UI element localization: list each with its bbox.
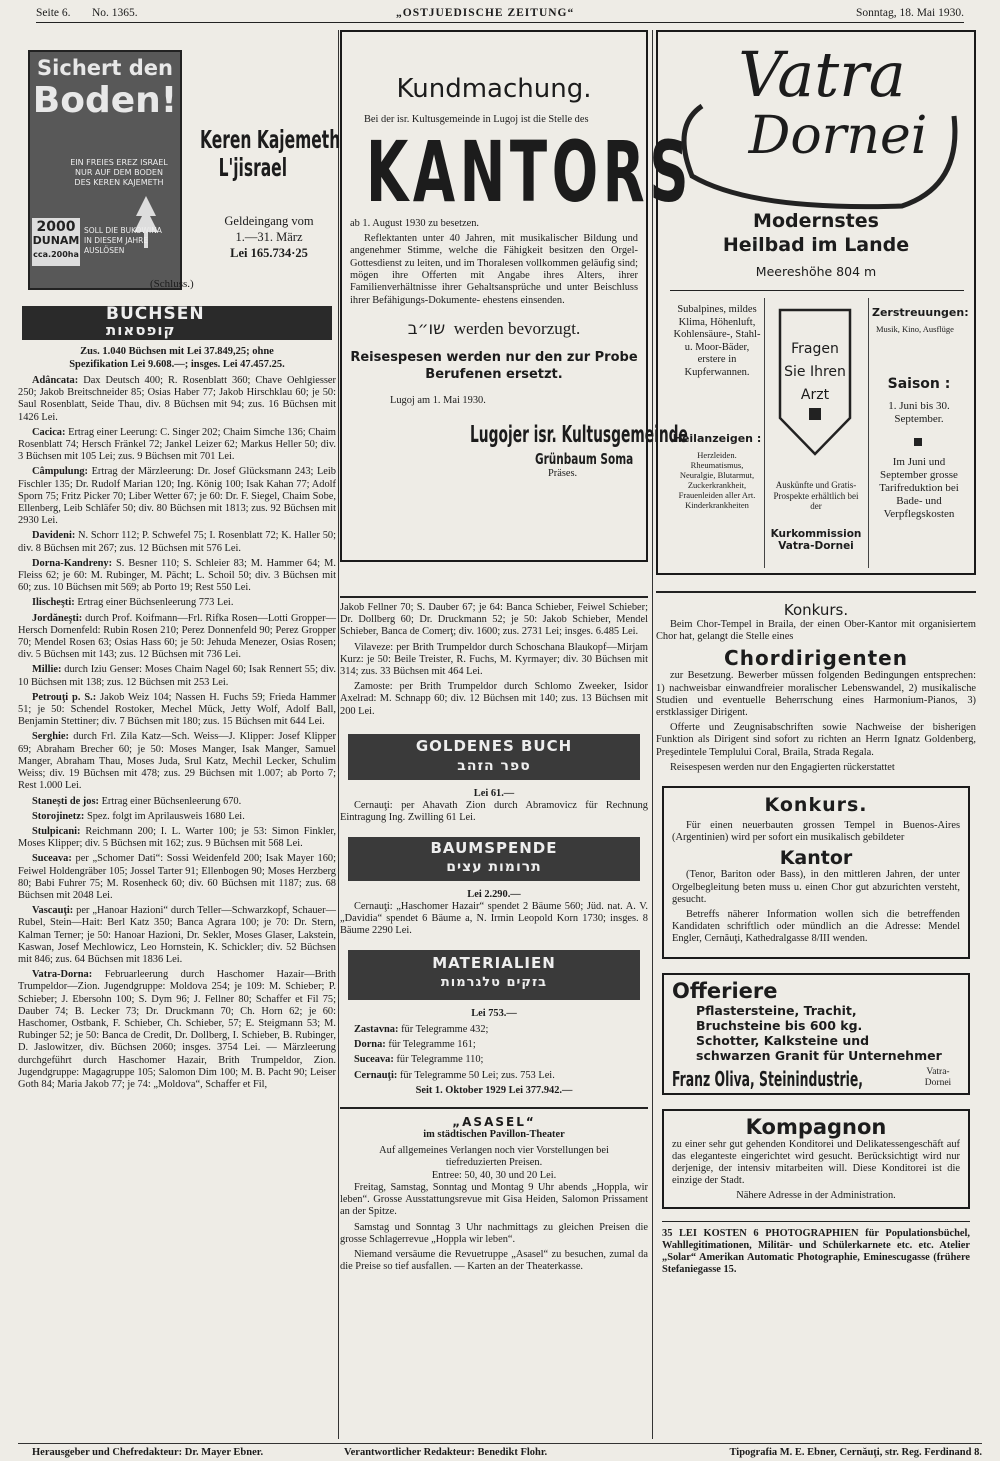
kundmachung-ad: Kundmachung. Bei der isr. Kultusgemeinde in Lugoj ist die Stelle des KANTORS ab 1. August 1930 zu besetzen. Reflektanten unter 40 Jahren, mit musikalischer Bildung und angenehmer Stimme, welche die Fähigkeit besitzen den Orgel-Gottesdienst zu leiten, und im Thoralesen vollkommen geläufig sind; mögen ihre Offerten mit Angabe ihres Alters, ihrer Familienverhältnisse ihrer Gehaltsansprüche und unter Beischluss ihrer Befähigungs-Dokumente- ehestens einsenden. שו״ב werden bevorzugt. Reisespesen werden nur den zur Probe Berufenen ersetzt. Lugoj am 1. Mai 1930. Lugojer isr. Kultusgemeinde Grünbaum Soma Präses. xyxy=(340,30,648,562)
page-header xyxy=(36,3,964,23)
asasel-title: „ASASEL“ xyxy=(452,1115,536,1130)
issue-date: Sonntag, 18. Mai 1930. xyxy=(856,7,964,19)
list-item: Millie: durch Iziu Genser: Moses Chaim Nagel 60; Isak Rennert 55; div. 10 Büchsen mit 138; zus. 12 Büchsen mit 253 Lei. xyxy=(18,664,336,688)
list-item: Vatra-Dorna: Februarleerung durch Haschomer Hazair—Brith Trumpeldor—Zion. Jugendgruppe: Moldova 254; je 109: M. Schieber; P. Schieber; J. Ebersohn 100; S. Dym 96; J. Fellner 80; Schaffer et Fil 75; Dauber 74; B. Lecker 73; Dr. Druckmann 70; Ch. Horn 62; je 60: Haschomer, Ostbank, F. Schieber, Ch. Schieber, 57; E. Steigmann 53; M. Rubinger 52; je 50: Banca de Credit, Dr. Dollberg, I. Schieber, B. Rubinger, D. Jaslowitzer, div. Büchsen 2060; insges. 3754 Lei. — Märzleerung durchgeführt durch Haschomer Hazair, Brith Trumpeldor, Zion. Jugendgruppe: Magagruppe 105; Salomon Dim 100; M. B. Pacht 90; Leiser Goth 84; Maria Jakob 77; je 74: „Moldova“, Schaffer et Fil, xyxy=(18,969,336,1090)
telegramme-list xyxy=(340,1024,648,1082)
kantors-heading: KANTORS xyxy=(366,123,694,222)
column-right: Vatra Dornei Modernstes Heilbad im Lande Meereshöhe 804 m Subalpines, mildes Klima, Höhenluft, Kohlensäure-, Stahl- u. Moor-Bäder, erstere in Kupferwannen. Heilanzeigen : Herzleiden. Rheumatismus, Neuralgie, Blutarmut, Zuckerkrankheit, Frauenleiden aller Art. Kinderkrankheiten Fragen Sie Ihren Arzt Auskünfte und Gratis-Prospekte erhältlich bei der Kurkommission Vatra-Dornei Zerstreuungen: Musik, Kino, Ausflüge Saison : 1. Juni bis 30. September. Im Juni und September grosse Tarifreduktion bei Bade- und Verpflegskosten Konkurs. Beim Chor-Tempel in Braila, der einen Ober-Kantor mit organisiertem Chor hat, gelangt die Stelle eines Chordirigenten zur Besetzung. Bewerber müssen folgenden Bedingungen entsprechen: 1) nachweisbar einwandfreier moralischer Lebenswandel, 2) musikalische Studien und eventuelle Beherrschung eines Harmonium-Pianos, 3) erstklassiger Dirigent. Offerte und Zeugnisabschriften sowie Nachweise der bisherigen Funktion als Dirigent sind sofort zu richten an Herrn Ignatz Goldenberg, Preşedintele Templului Coral, Braila, Strada Regala. Reisespesen werden nur den Engagierten rückerstattet Konkurs. Für einen neuerbauten grossen Tempel in Buenos-Aires (Argentinien) wird per sofort ein musikalisch gebildeter Kantor (Tenor, Bariton oder Bass), in den mittleren Jahren, der unter Orgelbegleitung beten muss u. einen Chor gut abzurichten versteht, gesucht. Betreffs näherer Information wollen sich die betreffenden Kandidaten schriftlich oder mündlich an die Adresse: Mendel Engler, Cernăuţi, Kathedralgasse 8/III wenden. Offeriere Pflastersteine, Trachit, Bruchsteine bis 600 kg. Schotter, Kalksteine und schwarzen Granit für Unternehmer Franz Oliva, Steinindustrie, Vatra-Dornei Kompagnon zu einer sehr gut gehenden Konditorei und Delikatessengeschäft auf das eleganteste eingerichtet wird gesucht. Berücksichtigt wird nur derjenige, der intensiv mitarbeiten will. Diese Konditorei ist die einzige der Stadt. Nähere Adresse in der Administration. 35 LEI KOSTEN 6 PHOTOGRAPHIEN für Populationsbüchel, Wahllegitimationen, Militär- und Schülerkarnete etc. etc. Atelier „Solar“ Amerikan Automatic Photographie, Eminescugasse (frühere Stefaniegasse 15. xyxy=(656,30,976,1439)
donation-list xyxy=(18,375,336,1091)
page-footer: Herausgeber und Chefredakteur: Dr. Mayer Ebner. Verantwortlicher Redakteur: Benedikt Flohr. Tipografia M. E. Ebner, Cernăuţi, str. Reg. Ferdinand 8. xyxy=(18,1443,982,1459)
list-item: Vascauţi: per „Hanoar Hazioni“ durch Teller—Schwarzkopf, Schauer—Rubel, Stein—Hait: Berl Katz 350; Banca Agrara 100; je 70: Dr. Stern, Kalman Terner; je 50: Hanoar Hazioni, Dr. Sekler, Moses Glaser, Lakstein, Kaswan, Josef Mechlowicz, Leo Hornstein, K. Schickler; div. 52 Büchsen mit 846; zus. 64 Büchsen mit 1836 Lei. xyxy=(18,905,336,965)
goldenes-buch-banner: GOLDENES BUCH ספר הזהב xyxy=(348,734,640,780)
list-item: Suceava: für Telegramme 110; xyxy=(354,1054,484,1066)
dunam-badge: 2000 DUNAM cca.200ha xyxy=(32,218,80,266)
materialien-banner: MATERIALIEN בזקים טלגרמות xyxy=(348,950,640,1000)
list-item: Storojinetz: Spez. folgt im Aprilausweis 1680 Lei. xyxy=(32,810,245,822)
list-item: Petrouţi p. S.: Jakob Weiz 104; Nassen H. Fuchs 59; Frieda Hammer 51; je 50: Schendel Rostoker, Mechel Mück, Jetty Wolf, Adolf Ball, Benjamin Stettiner; div. 7 Büchsen mit 180; zus. 15 Büchsen mit 644 Lei. xyxy=(18,691,336,728)
schluss-note: (Schluss.) xyxy=(150,278,194,290)
offeriere-ad: Offeriere Pflastersteine, Trachit, Bruchsteine bis 600 kg. Schotter, Kalksteine und schwarzen Granit für Unternehmer Franz Oliva, Steinindustrie, Vatra-Dornei xyxy=(662,973,970,1095)
list-item: Cacica: Ertrag einer Leerung: C. Singer 202; Chaim Simche 136; Chaim Rosenblatt 74; Hersch Fränkel 72; Jankel Leizer 62; Markus Heller 50; div. 3 Büchsen mit 105 Lei; zus. 9 Büchsen mit 701 Lei. xyxy=(18,426,336,463)
kundmachung-title: Kundmachung. xyxy=(396,74,592,104)
newspaper-name: „OSTJUEDISCHE ZEITUNG“ xyxy=(396,7,575,19)
list-item: Jordăneşti: durch Prof. Koifmann—Frl. Rifka Rosen—Lotti Gropper—Hersch Dornenfeld: Rubin Rosen 210; Perez Donnenfeld 90; Perez Gropper 70; Mendel Rosen 63; Osias Hass 60; je 50: Jehuda Menezer, Osias Rosen; div. 5 Büchsen mit 143; zus. 12 Büchsen mit 736 Lei. xyxy=(18,612,336,661)
list-item: Ilischeşti: Ertrag einer Büchsenleerung 773 Lei. xyxy=(32,597,234,609)
kkl-title: Keren Kajemeth L'jisrael xyxy=(200,125,341,182)
list-item: Adâncata: Dax Deutsch 400; R. Rosenblatt 360; Chave Oehlgiesser 250; Jakob Breitschneider 85; Osias Haber 77; Jakob Hirschklau 60; je 50: Saul Rosenblatt, Seide Thau, div. 8 Büchsen mit 94; zus. 16 Büchsen mit 1426 Lei. xyxy=(18,375,336,423)
kompagnon-ad: Kompagnon zu einer sehr gut gehenden Konditorei und Delikatessengeschäft auf das eleganteste eingerichtet wird gesucht. Berücksichtigt wird nur derjenige, der intensiv mitarbeiten will. Diese Konditorei ist die einzige der Stadt. Nähere Adresse in der Administration. xyxy=(662,1109,970,1209)
list-item: Stulpicani: Reichmann 200; I. L. Warter 100; je 53: Simon Finkler, Moses Klipper; div. 5 Büchsen mit 162; zus. 9 Büchsen mit 568 Lei. xyxy=(18,825,336,850)
geldeingang: Geldeingang vom 1.—31. März Lei 165.734·25 xyxy=(224,214,314,260)
column-left xyxy=(18,30,341,1439)
column-middle: Kundmachung. Bei der isr. Kultusgemeinde in Lugoj ist die Stelle des KANTORS ab 1. August 1930 zu besetzen. Reflektanten unter 40 Jahren, mit musikalischer Bildung und angenehmer Stimme, welche die Fähigkeit besitzen den Orgel-Gottesdienst zu leiten, und im Thoralesen vollkommen geläufig sind; mögen ihre Offerten mit Angabe ihres Alters, ihrer Familienverhältnisse ihrer Gehaltsansprüche und unter Beischluss ihrer Befähigungs-Dokumente- ehestens einsenden. שו״ב werden bevorzugt. Reisespesen werden nur den zur Probe Berufenen ersetzt. Lugoj am 1. Mai 1930. Lugojer isr. Kultusgemeinde Grünbaum Soma Präses. Jakob Fellner 70; S. Dauber 67; je 64: Banca Schieber, Feiwel Schieber; Dr. Dollberg 60; Dr. Druckmann 52; je 50: Jakob Schieber, Mendel Schieber, Banca de Comerţ; div. 1600; zus. 2731 Lei; insges. 6.485 Lei. Vilaveze: per Brith Trumpeldor durch Schoschana Blaukopf—Mirjam Kurz: je 50: Beile Treister, R. Fuchs, M. Kyrmayer; div. 30 Büchsen mit 314; zus. 33 Büchsen mit 464 Lei. Zamoste: per Brith Trumpeldor durch Schlomo Zweeker, Isidor Axelrad: M. Schnapp 60; div. 12 Büchsen mit 140; zus. 13 Büchsen mit 200 Lei. GOLDENES BUCH ספר הזהב Lei 61.— Cernauţi: per Ahavath Zion durch Abramovicz für Rechnung Eintragung Ing. Zwilling 61 Lei. BAUMSPENDE תרומות עצים Lei 2.290.— Cernauţi: „Haschomer Hazair“ spendet 2 Bäume 560; Jüd. nat. A. V. „Davidia“ spendet 6 Bäume a, N. Irmin Leopold Korn 1730; insges. 8 Bäume 2290 Lei. MATERIALIEN בזקים טלגרמות Lei 753.— Zastavna: für Telegramme 432; Dorna: für Telegramme 161; Suceava: für Telegramme 110; Cernauţi: für Telegramme 50 Lei; zus. 753 Lei. Seit 1. Oktober 1929 Lei 377.942.— „ASASEL“ im städtischen Pavillon-Theater Auf allgemeines Verlangen noch vier Vorstellungen bei tiefreduzierten Preisen. Entree: 50, 40, 30 und 20 Lei. Freitag, Samstag, Sonntag und Montag 9 Uhr abends „Hoppla, wir leben“. Grosse Ausstattungsrevue mit Gisa Heiden, Salomon Prissament an der Spitze. Samstag und Sonntag 3 Uhr nachmittags zu gleichen Preisen die grosse Schlagerrevue „Hoppla wir leben“. Niemand versäume die Revuetruppe „Asasel“ zu besuchen, zumal da die Preise so tief ausfallen. — Karten an der Theaterkasse. xyxy=(340,30,648,1439)
kkl-poster: Sichert den Boden! EIN FREIES EREZ ISRAEL NUR AUF DEM BODEN DES KEREN KAJEMETH 2000 DUNAM cca.200ha SOLL DIE BUKOWINA IN DIESEM JAHRE AUSLÖSEN xyxy=(28,50,182,290)
list-item: Serghie: durch Frl. Zila Katz—Sch. Weiss—J. Klipper: Josef Klipper 69; Abraham Brecher 60; je 50: Moses Manger, Isak Manger, Samuel Manger, Abraham Thau, Moses Juda, Srul Katz, Mechil Lecker, Schulim Weiss; div. 19 Büchsen mit 478; zus. 29 Büchsen mit 1.007; ab Porto 7; Rest 1.000 Lei. xyxy=(18,731,336,792)
page-number: Seite 6. xyxy=(36,7,71,19)
baumspende-banner: BAUMSPENDE תרומות עצים xyxy=(348,837,640,881)
kkl-block xyxy=(18,30,341,290)
buechsen-total: Zus. 1.040 Büchsen mit Lei 37.849,25; ohne Spezifikation Lei 9.608.—; insges. Lei 47.457.25. xyxy=(69,346,285,370)
chordirigenten-heading: Chordirigenten xyxy=(724,646,908,671)
buechsen-banner: BÜCHSEN קופסאות xyxy=(22,306,332,340)
vatra-dornei-ad: Vatra Dornei Modernstes Heilbad im Lande Meereshöhe 804 m Subalpines, mildes Klima, Höhenluft, Kohlensäure-, Stahl- u. Moor-Bäder, erstere in Kupferwannen. Heilanzeigen : Herzleiden. Rheumatismus, Neuralgie, Blutarmut, Zuckerkrankheit, Frauenleiden aller Art. Kinderkrankheiten Fragen Sie Ihren Arzt Auskünfte und Gratis-Prospekte erhältlich bei der Kurkommission Vatra-Dornei Zerstreuungen: Musik, Kino, Ausflüge Saison : 1. Juni bis 30. September. Im Juni und September grosse Tarifreduktion bei Bade- und Verpflegskosten xyxy=(656,30,976,575)
list-item: Stanești de jos: Ertrag einer Büchsenleerung 670. xyxy=(32,795,242,807)
photo-ad: 35 LEI KOSTEN 6 PHOTOGRAPHIEN für Populationsbüchel, Wahllegitimationen, Militär- und Schülerkarnete etc. etc. Atelier „Solar“ Amerikan Automatic Photographie, Eminescugasse (frühere Stefaniegasse 15. xyxy=(662,1221,970,1277)
list-item: Câmpulung: Ertrag der Märzleerung: Dr. Josef Glücksmann 243; Leib Fischler 135; Dr. Rudolf Marian 120; Ing. König 100; Isak Kahan 77; Adolf Sporn 75; Fritz Picker 70; Liber Wetter 67; je 60: Dr. F. Siegel, Chaim Sobe, Ellenberg, Leib Schläfer 50; div. 80 Büchsen mit 1813; zus. 92 Büchsen mit 2930 Lei. xyxy=(18,466,336,527)
dornei-logo-text: Dornei xyxy=(748,106,928,166)
list-item: Cernauţi: für Telegramme 50 Lei; zus. 753 Lei. xyxy=(354,1069,555,1081)
konkurs-buenos-aires-ad: Konkurs. Für einen neuerbauten grossen Tempel in Buenos-Aires (Argentinien) wird per sofort ein musikalisch gebildeter Kantor (Tenor, Bariton oder Bass), in den mittleren Jahren, der unter Orgelbegleitung beten muss u. einen Chor gut abzurichten versteht, gesucht. Betreffs näherer Information wollen sich die betreffenden Kandidaten schriftlich oder mündlich an die Adresse: Mendel Engler, Cernăuţi, Kathedralgasse 8/III wenden. xyxy=(662,786,970,959)
konkurs-braila-title: Konkurs. xyxy=(783,601,849,619)
list-item: Dorna: für Telegramme 161; xyxy=(354,1039,476,1051)
issue-number: No. 1365. xyxy=(92,7,138,19)
list-item: Dorna-Kandreny: S. Besner 110; S. Schleier 83; M. Hammer 64; M. Fleiss 62; je 60: M. Rubinger, M. Pächt; L. Schoil 50; div. 3 Büchsen mit 60; zus. 10 Büchsen mit 569; ab Porto 19; Rest 550 Lei. xyxy=(18,557,336,594)
vatra-logo-text: Vatra xyxy=(738,38,906,111)
list-item: Zastavna: für Telegramme 432; xyxy=(354,1024,489,1036)
list-item: Suceava: per „Schomer Dati“: Sossi Weidenfeld 200; Isak Mayer 160; Feiwel Holdengräber 105; Jossel Tarter 91; Ellenbogen 90; Moses Herzberg 80; Babi Fuhrer 75; M. Rosenheck 60; div. 60 Büchsen mit 1187; zus. 68 Büchsen mit 2048 Lei. xyxy=(18,853,337,901)
list-item: Davideni: N. Schorr 112; P. Schwefel 75; I. Rosenblatt 72; K. Haller 50; div. 8 Büchsen mit 267; zus. 12 Büchsen mit 576 Lei. xyxy=(18,530,336,554)
